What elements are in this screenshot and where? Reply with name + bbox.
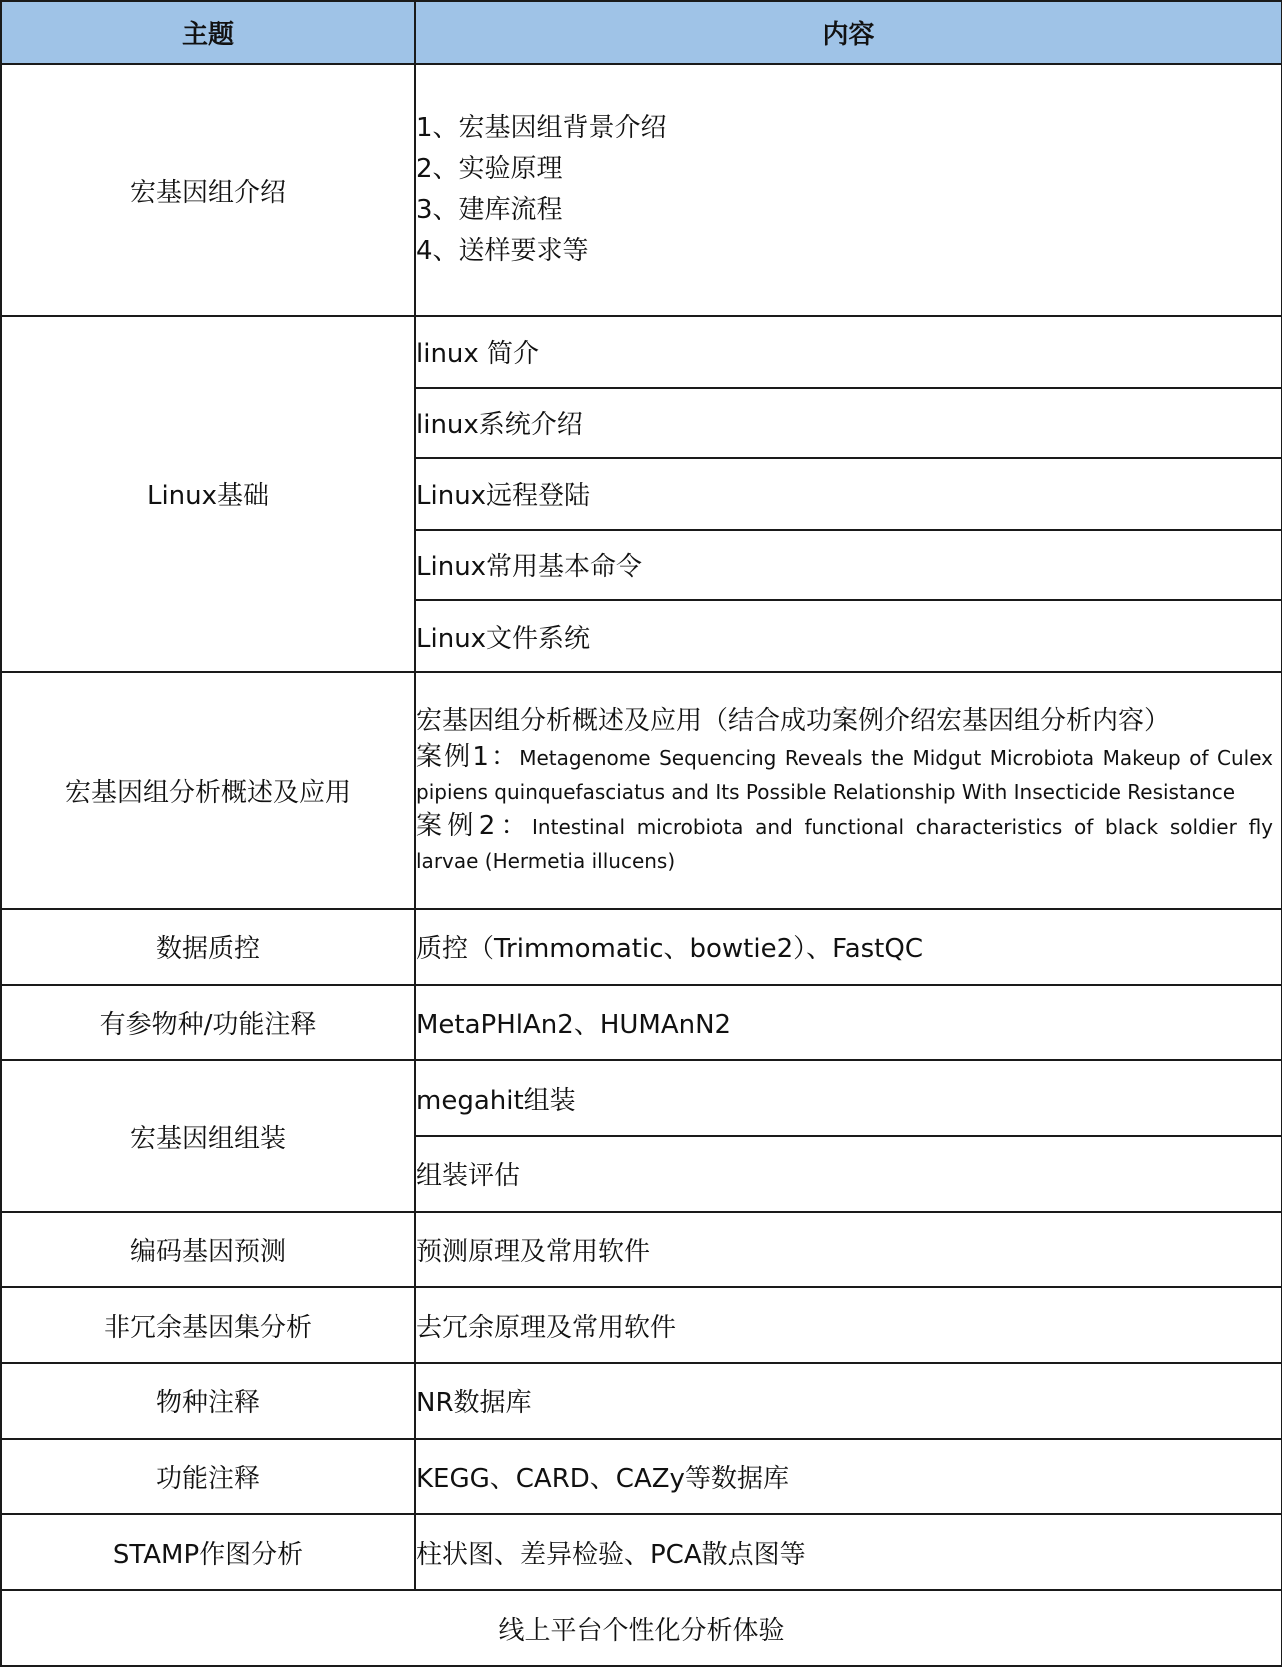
topic-cell: 宏基因组介绍: [1, 64, 415, 316]
header-topic: 主题: [1, 1, 415, 64]
table-row: [1, 64, 1282, 316]
topic-cell: Linux基础: [1, 316, 415, 672]
topic-cell: 物种注释: [1, 1363, 415, 1439]
content-cell: [415, 64, 1282, 316]
content-cell: Linux远程登陆: [415, 458, 1282, 530]
header-content: 内容: [415, 1, 1282, 64]
topic-cell: STAMP作图分析: [1, 1514, 415, 1590]
table-row: [1, 1287, 1282, 1363]
topic-cell: 数据质控: [1, 909, 415, 985]
table-row: [1, 1060, 1282, 1136]
case-2: [416, 809, 1281, 878]
list-item: 2、实验原理: [416, 154, 563, 185]
topic-cell: 宏基因组分析概述及应用: [1, 672, 415, 909]
topic-cell: 编码基因预测: [1, 1212, 415, 1288]
list-item: 3、建库流程: [416, 195, 563, 226]
topic-cell: 功能注释: [1, 1439, 415, 1515]
list-item: 4、送样要求等: [416, 236, 589, 267]
table-row: [1, 316, 1282, 388]
full-width-cell: 线上平台个性化分析体验: [1, 1590, 1282, 1666]
content-cell: [415, 672, 1282, 909]
topic-cell: 有参物种/功能注释: [1, 985, 415, 1061]
content-cell: MetaPHlAn2、HUMAnN2: [415, 985, 1282, 1061]
table-row: [1, 1514, 1282, 1590]
content-cell: Linux文件系统: [415, 600, 1282, 672]
overview-title: 宏基因组分析概述及应用（结合成功案例介绍宏基因组分析内容）: [416, 706, 1171, 737]
content-cell: 柱状图、差异检验、PCA散点图等: [415, 1514, 1282, 1590]
topic-cell: 宏基因组组装: [1, 1060, 415, 1211]
table-row: [1, 1590, 1282, 1666]
content-cell: 预测原理及常用软件: [415, 1212, 1282, 1288]
content-cell: KEGG、CARD、CAZy等数据库: [415, 1439, 1282, 1515]
list-item: 1、宏基因组背景介绍: [416, 113, 667, 144]
table-row: [1, 1363, 1282, 1439]
table-row: [1, 1212, 1282, 1288]
content-cell: megahit组装: [415, 1060, 1282, 1136]
case-text: Metagenome Sequencing Reveals the Midgut Microbiota Makeup of Culex pipiens quinquefasciatus and Its Possible Relationship With Insecticide Resistance: [416, 746, 1273, 805]
table-row: [1, 1439, 1282, 1515]
content-cell: Linux常用基本命令: [415, 530, 1282, 601]
case-1: [416, 740, 1281, 809]
topic-cell: 非冗余基因集分析: [1, 1287, 415, 1363]
content-cell: 组装评估: [415, 1136, 1282, 1212]
content-cell: linux系统介绍: [415, 388, 1282, 459]
table-row: [1, 672, 1282, 909]
case-text: Intestinal microbiota and functional characteristics of black soldier fly larvae (Hermetia illucens): [416, 815, 1273, 874]
content-cell: linux 简介: [415, 316, 1282, 388]
case-label: 案例1：: [416, 742, 520, 773]
content-cell: NR数据库: [415, 1363, 1282, 1439]
header-row: [1, 1, 1282, 64]
content-cell: 去冗余原理及常用软件: [415, 1287, 1282, 1363]
table-row: [1, 985, 1282, 1061]
content-cell: 质控（Trimmomatic、bowtie2）、FastQC: [415, 909, 1282, 985]
table-row: [1, 909, 1282, 985]
case-label: 案例2：: [416, 811, 533, 842]
